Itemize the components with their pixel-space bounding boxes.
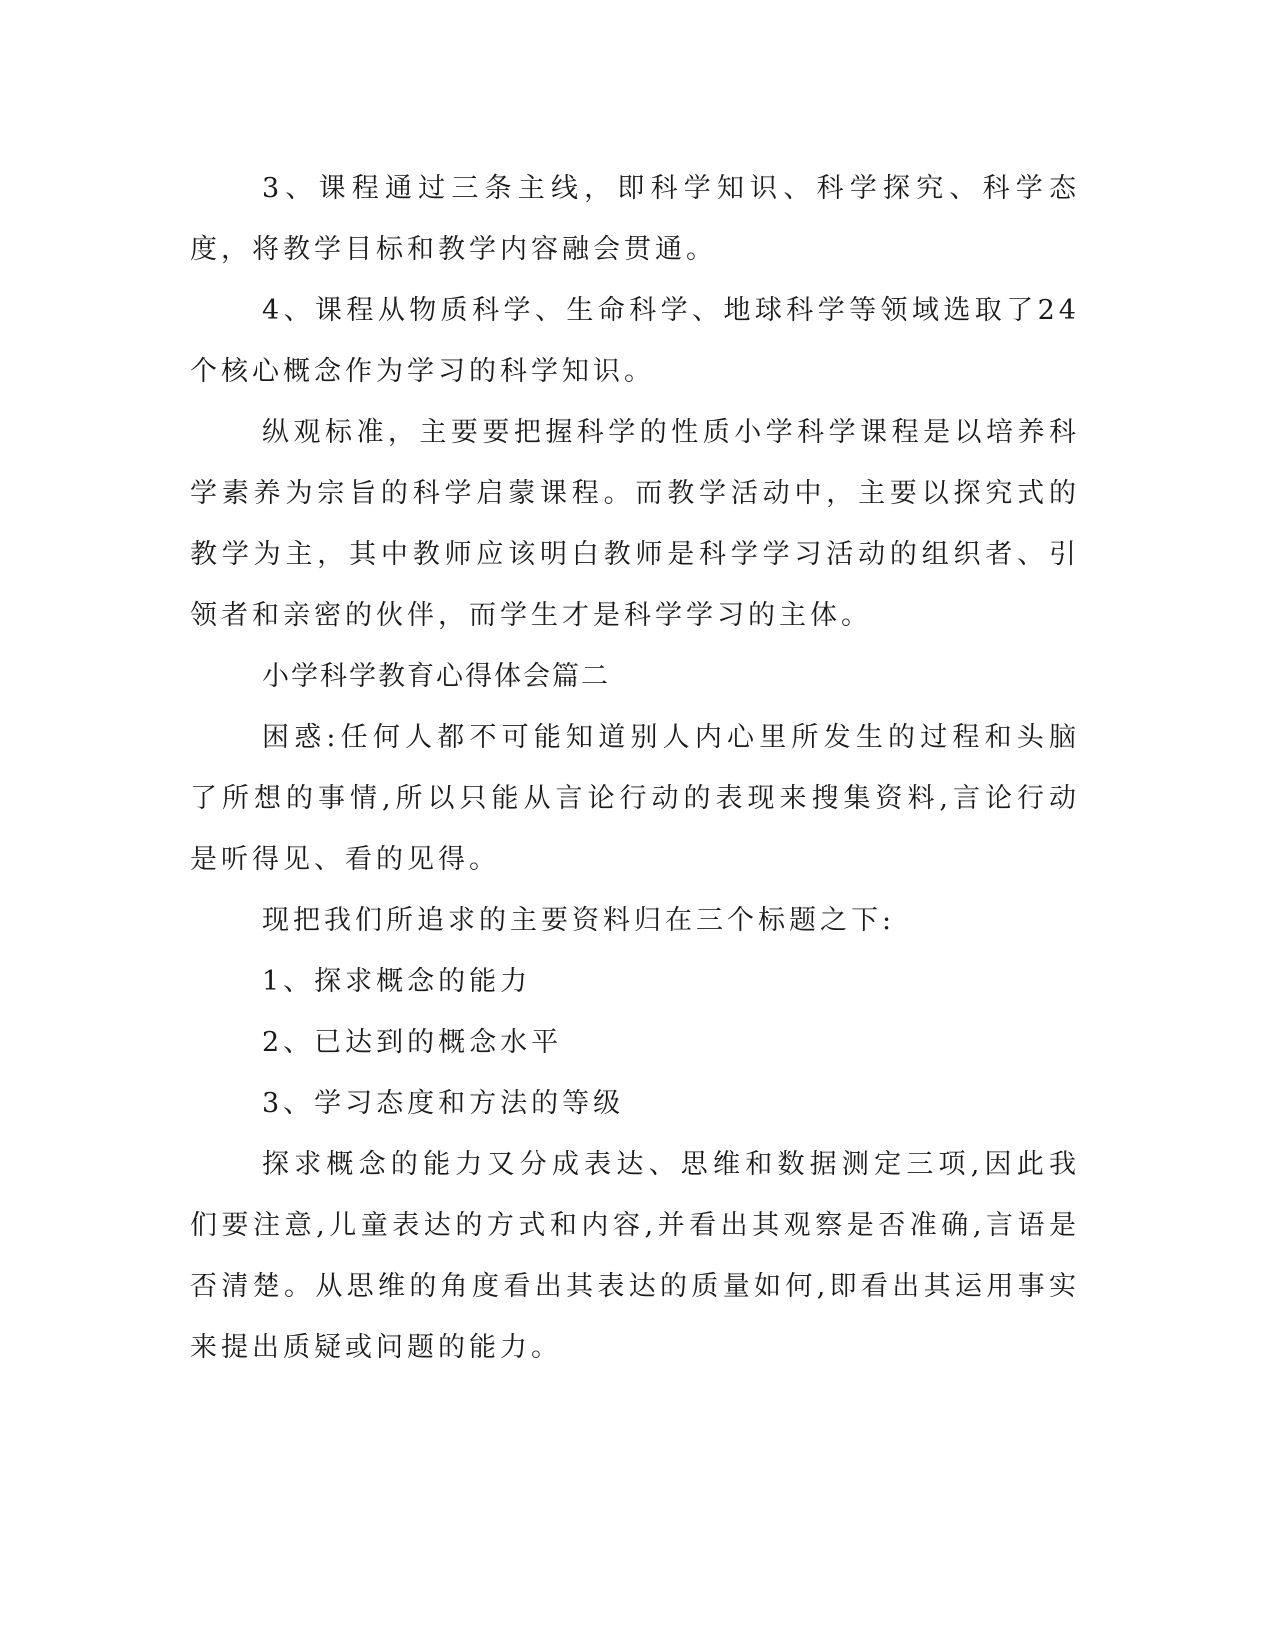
- section-heading: 小学科学教育心得体会篇二: [262, 661, 610, 692]
- paragraph-confusion: 困惑:任何人都不可能知道别人内心里所发生的过程和头脑了所想的事情,所以只能从言论行动的表现来搜集资料,言论行动是听得见、看的见得。: [190, 722, 1080, 875]
- list-item-1: 1、探求概念的能力: [262, 966, 532, 997]
- list-item-2: 2、已达到的概念水平: [262, 1027, 563, 1058]
- paragraph-concept-ability: 探求概念的能力又分成表达、思维和数据测定三项,因此我们要注意,儿童表达的方式和内容,并看出其观察是否准确,言语是否清楚。从思维的角度看出其表达的质量如何,即看出其运用事实来提出质疑或问题的能力。: [190, 1149, 1080, 1363]
- list-item-3: 3、学习态度和方法的等级: [262, 1088, 625, 1119]
- paragraph-course-mainlines: 3、课程通过三条主线，即科学知识、科学探究、科学态度，将教学目标和教学内容融会贯通。: [190, 173, 1080, 265]
- paragraph-core-concepts: 4、课程从物质科学、生命科学、地球科学等领域选取了24个核心概念作为学习的科学知识。: [190, 295, 1080, 387]
- paragraph-standard-overview: 纵观标准，主要要把握科学的性质小学科学课程是以培养科学素养为宗旨的科学启蒙课程。而教学活动中，主要以探究式的教学为主，其中教师应该明白教师是科学学习活动的组织者、引领者和亲密的伙伴，而学生才是科学学习的主体。: [190, 417, 1080, 631]
- document-body: [190, 158, 1080, 1378]
- paragraph-main-materials: 现把我们所追求的主要资料归在三个标题之下:: [262, 905, 896, 936]
